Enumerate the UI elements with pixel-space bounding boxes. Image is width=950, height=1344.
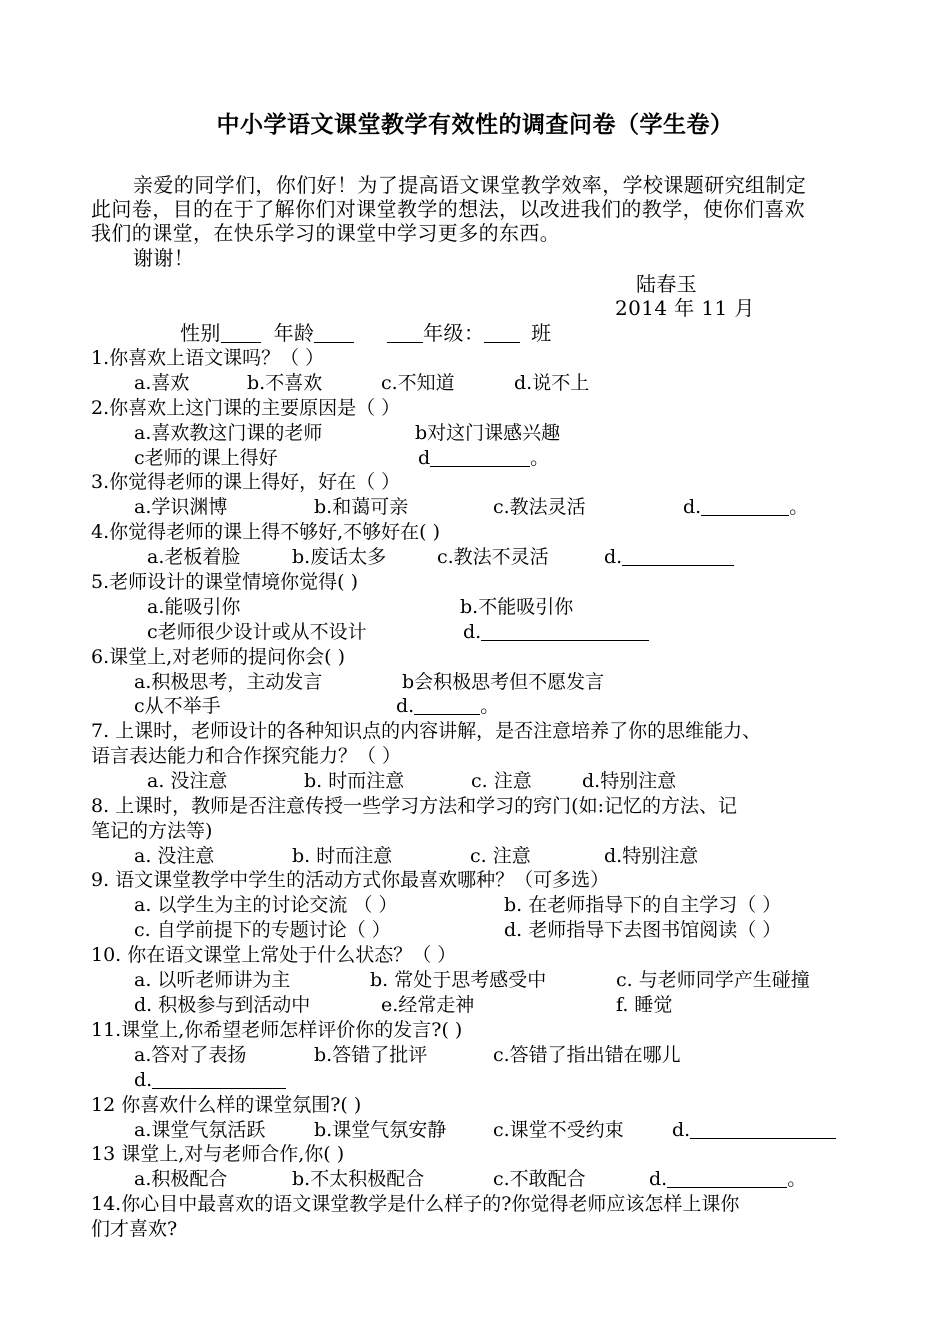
q11-option-b[interactable]: b.答错了批评: [314, 1044, 428, 1066]
q1-option-b[interactable]: b.不喜欢: [247, 372, 323, 394]
q2-blank[interactable]: [430, 448, 530, 467]
q7-option-d[interactable]: d.特别注意: [582, 770, 677, 792]
page-title: 中小学语文课堂教学有效性的调查问卷（学生卷）: [216, 112, 734, 138]
q12-option-a[interactable]: a.课堂气氛活跃: [134, 1119, 266, 1141]
q8-option-c[interactable]: c. 注意: [470, 845, 531, 867]
q5-option-d[interactable]: d.: [463, 621, 649, 643]
q13-option-d[interactable]: d. 。: [649, 1168, 807, 1190]
q12-blank[interactable]: [690, 1120, 836, 1139]
class-field[interactable]: [484, 324, 520, 343]
gender-label: 性别: [180, 321, 221, 345]
q4-option-b[interactable]: b.废话太多: [292, 546, 387, 568]
q12-option-d[interactable]: d.: [672, 1119, 836, 1141]
intro-line-2: 此问卷，目的在于了解你们对课堂教学的想法，以改进我们的教学，使你们喜欢: [91, 197, 805, 221]
student-info-row: [180, 322, 552, 344]
q12-option-c[interactable]: c.课堂不受约束: [493, 1119, 624, 1141]
q9-option-c[interactable]: c. 自学前提下的专题讨论（ ）: [134, 919, 391, 941]
q3-option-d[interactable]: d. 。: [683, 496, 809, 518]
question-5: 5.老师设计的课堂情境你觉得( ): [91, 571, 358, 593]
q5-blank[interactable]: [481, 622, 649, 641]
question-4: 4.你觉得老师的课上得不够好,不够好在( ): [91, 521, 441, 543]
q3-option-c[interactable]: c.教法灵活: [493, 496, 586, 518]
q13-option-b[interactable]: b.不太积极配合: [292, 1168, 425, 1190]
intro-thanks: 谢谢！: [133, 246, 195, 270]
q10-option-d[interactable]: d. 积极参与到活动中: [134, 994, 311, 1016]
q4-blank[interactable]: [622, 547, 734, 566]
q6-option-b[interactable]: b会积极思考但不愿发言: [402, 671, 605, 693]
q1-option-a[interactable]: a.喜欢: [134, 372, 190, 394]
q4-option-a[interactable]: a.老板着脸: [147, 546, 241, 568]
question-10: 10. 你在语文课堂上常处于什么状态？（ ）: [91, 944, 457, 966]
q13-option-a[interactable]: a.积极配合: [134, 1168, 228, 1190]
q10-option-a[interactable]: a. 以听老师讲为主: [134, 969, 291, 991]
question-1: 1.你喜欢上语文课吗？（ ）: [91, 347, 325, 369]
q8-option-b[interactable]: b. 时而注意: [292, 845, 393, 867]
q2-option-c[interactable]: c老师的课上得好: [134, 447, 278, 469]
q6-blank[interactable]: [414, 696, 480, 715]
question-14-line-1: 14.你心目中最喜欢的语文课堂教学是什么样子的?你觉得老师应该怎样上课你: [91, 1193, 740, 1215]
question-8-line-2: 笔记的方法等): [91, 820, 213, 842]
q9-option-a[interactable]: a. 以学生为主的讨论交流 （ ）: [134, 894, 398, 916]
q10-option-b[interactable]: b. 常处于思考感受中: [370, 969, 547, 991]
q5-option-a[interactable]: a.能吸引你: [147, 596, 241, 618]
grade-label: 年级：: [423, 321, 485, 345]
question-9: 9. 语文课堂教学中学生的活动方式你最喜欢哪种？（可多选）: [91, 869, 610, 891]
q1-option-d[interactable]: d.说不上: [514, 372, 590, 394]
q4-option-c[interactable]: c.教法不灵活: [437, 546, 549, 568]
q10-option-e[interactable]: e.经常走神: [381, 994, 475, 1016]
class-label: 班: [531, 321, 552, 345]
question-7-line-2: 语言表达能力和合作探究能力？（ ）: [91, 745, 402, 767]
q11-option-d[interactable]: d.: [134, 1069, 286, 1091]
q2-option-b[interactable]: b对这门课感兴趣: [415, 422, 561, 444]
question-2: 2.你喜欢上这门课的主要原因是（ ）: [91, 397, 401, 419]
q2-option-a[interactable]: a.喜欢教这门课的老师: [134, 422, 323, 444]
q8-option-a[interactable]: a. 没注意: [134, 845, 215, 867]
q9-option-d[interactable]: d. 老师指导下去图书馆阅读（ ）: [504, 919, 782, 941]
q5-option-b[interactable]: b.不能吸引你: [460, 596, 574, 618]
q7-option-a[interactable]: a. 没注意: [147, 770, 228, 792]
q4-option-d[interactable]: d.: [604, 546, 734, 568]
q2-option-d[interactable]: d 。: [418, 447, 550, 469]
q11-option-c[interactable]: c.答错了指出错在哪儿: [493, 1044, 681, 1066]
age-label: 年龄: [273, 321, 315, 345]
q10-option-f[interactable]: f. 睡觉: [616, 994, 673, 1016]
q6-option-c[interactable]: c从不举手: [134, 695, 221, 717]
grade-field[interactable]: [387, 324, 423, 343]
question-7-line-1: 7. 上课时，老师设计的各种知识点的内容讲解，是否注意培养了你的思维能力、: [91, 720, 762, 742]
age-field[interactable]: [314, 324, 354, 343]
q5-option-c[interactable]: c老师很少设计或从不设计: [147, 621, 367, 643]
q3-option-a[interactable]: a.学识渊博: [134, 496, 228, 518]
question-3: 3.你觉得老师的课上得好，好在（ ）: [91, 471, 401, 493]
intro-line-3: 我们的课堂，在快乐学习的课堂中学习更多的东西。: [91, 221, 561, 245]
q6-option-a[interactable]: a.积极思考，主动发言: [134, 671, 323, 693]
q3-option-b[interactable]: b.和蔼可亲: [314, 496, 409, 518]
question-12: 12 你喜欢什么样的课堂氛围?( ): [91, 1094, 362, 1116]
question-6: 6.课堂上,对老师的提问你会( ): [91, 646, 346, 668]
q10-option-c[interactable]: c. 与老师同学产生碰撞: [616, 969, 810, 991]
survey-date: 2014 年 11 月: [615, 296, 755, 320]
q13-blank[interactable]: [667, 1169, 787, 1188]
question-14-line-2: 们才喜欢?: [91, 1218, 178, 1240]
question-11: 11.课堂上,你希望老师怎样评价你的发言?( ): [91, 1019, 463, 1041]
author-name: 陆春玉: [636, 272, 698, 296]
q1-option-c[interactable]: c.不知道: [381, 372, 455, 394]
intro-line-1: 亲爱的同学们，你们好！为了提高语文课堂教学效率，学校课题研究组制定: [133, 173, 807, 197]
q6-option-d[interactable]: d. 。: [396, 695, 500, 717]
q12-option-b[interactable]: b.课堂气氛安静: [314, 1119, 447, 1141]
q3-blank[interactable]: [701, 497, 789, 516]
gender-field[interactable]: [221, 324, 261, 343]
q7-option-b[interactable]: b. 时而注意: [304, 770, 405, 792]
q11-option-a[interactable]: a.答对了表扬: [134, 1044, 247, 1066]
question-8-line-1: 8. 上课时，教师是否注意传授一些学习方法和学习的窍门(如:记忆的方法、记: [91, 795, 737, 817]
q11-blank[interactable]: [152, 1070, 286, 1089]
question-13: 13 课堂上,对与老师合作,你( ): [91, 1143, 345, 1165]
q9-option-b[interactable]: b. 在老师指导下的自主学习（ ）: [504, 894, 782, 916]
q13-option-c[interactable]: c.不敢配合: [493, 1168, 586, 1190]
q8-option-d[interactable]: d.特别注意: [604, 845, 699, 867]
q7-option-c[interactable]: c. 注意: [471, 770, 532, 792]
